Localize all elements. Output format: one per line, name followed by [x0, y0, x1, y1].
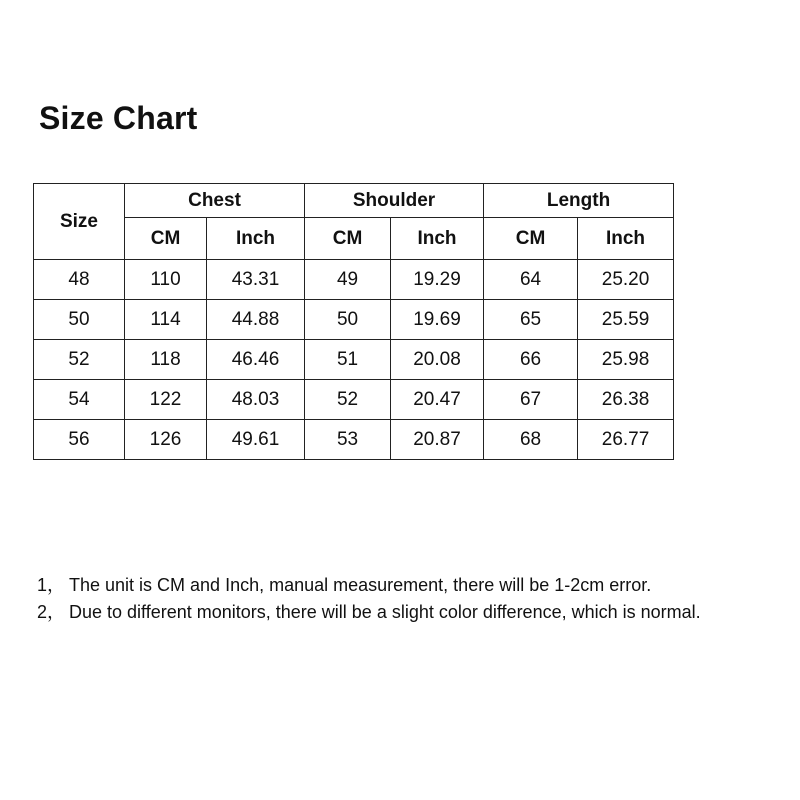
length-group-header: Length [484, 184, 674, 218]
table-cell: 25.98 [578, 340, 674, 380]
table-cell: 48.03 [207, 380, 305, 420]
table-cell: 25.59 [578, 300, 674, 340]
table-cell: 52 [305, 380, 391, 420]
table-cell: 110 [125, 260, 207, 300]
table-cell: 46.46 [207, 340, 305, 380]
table-cell: 49 [305, 260, 391, 300]
note-number: 1， [37, 575, 66, 595]
unit-header: Inch [207, 218, 305, 260]
table-cell: 19.29 [391, 260, 484, 300]
table-row [34, 340, 674, 380]
unit-header: CM [484, 218, 578, 260]
table-cell: 19.69 [391, 300, 484, 340]
table-cell: 53 [305, 420, 391, 460]
table-cell: 20.08 [391, 340, 484, 380]
table-cell: 54 [34, 380, 125, 420]
table-cell: 20.87 [391, 420, 484, 460]
table-cell: 43.31 [207, 260, 305, 300]
unit-header: Inch [578, 218, 674, 260]
table-cell: 114 [125, 300, 207, 340]
note-item [37, 599, 701, 626]
size-table [33, 183, 674, 460]
table-cell: 118 [125, 340, 207, 380]
note-number: 2， [37, 602, 66, 622]
chest-group-header: Chest [125, 184, 305, 218]
table-row [34, 380, 674, 420]
note-text: The unit is CM and Inch, manual measurement, there will be 1-2cm error. [69, 575, 652, 595]
table-cell: 26.77 [578, 420, 674, 460]
table-cell: 66 [484, 340, 578, 380]
table-cell: 67 [484, 380, 578, 420]
table-row [34, 300, 674, 340]
table-cell: 50 [34, 300, 125, 340]
unit-header: CM [125, 218, 207, 260]
unit-header-row [34, 218, 674, 260]
table-row [34, 260, 674, 300]
table-cell: 49.61 [207, 420, 305, 460]
table-cell: 44.88 [207, 300, 305, 340]
table-cell: 26.38 [578, 380, 674, 420]
unit-header: Inch [391, 218, 484, 260]
group-header-row [34, 184, 674, 218]
table-row [34, 420, 674, 460]
size-column-header: Size [34, 184, 125, 260]
table-cell: 65 [484, 300, 578, 340]
note-text: Due to different monitors, there will be a slight color difference, which is normal. [69, 602, 701, 622]
table-cell: 25.20 [578, 260, 674, 300]
unit-header: CM [305, 218, 391, 260]
table-cell: 68 [484, 420, 578, 460]
table-cell: 64 [484, 260, 578, 300]
table-cell: 52 [34, 340, 125, 380]
shoulder-group-header: Shoulder [305, 184, 484, 218]
table-cell: 50 [305, 300, 391, 340]
table-cell: 126 [125, 420, 207, 460]
table-cell: 56 [34, 420, 125, 460]
notes-list [37, 572, 701, 626]
table-cell: 48 [34, 260, 125, 300]
table-cell: 122 [125, 380, 207, 420]
table-cell: 20.47 [391, 380, 484, 420]
table-cell: 51 [305, 340, 391, 380]
note-item [37, 572, 701, 599]
page-title: Size Chart [39, 100, 198, 136]
